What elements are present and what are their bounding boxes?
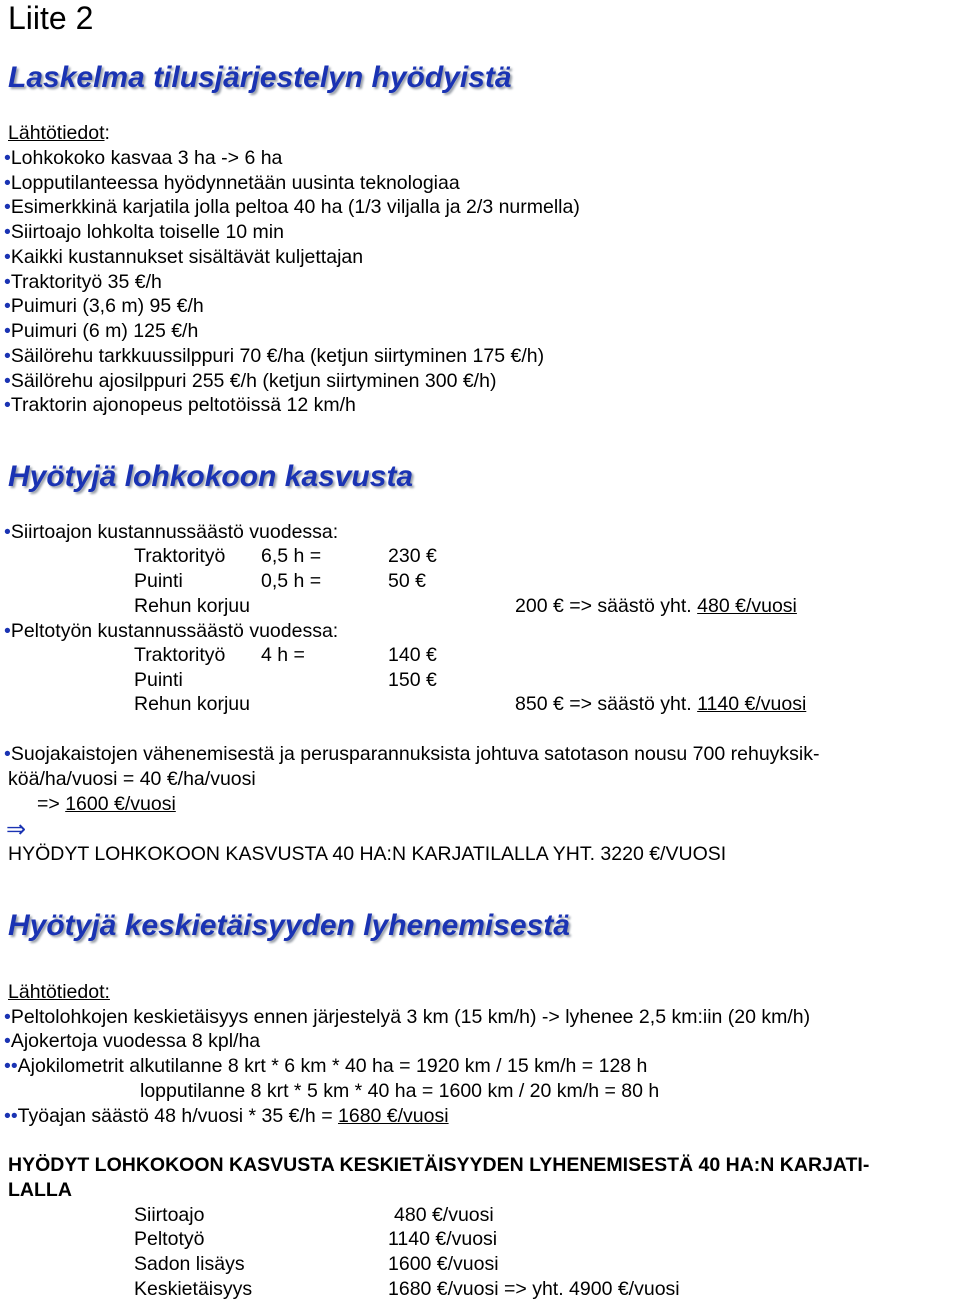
buffer-strip-result: => 1600 €/vuosi xyxy=(37,793,176,815)
list-item: ••Ajokilometrit alkutilanne 8 krt * 6 km * 40 ha = 1920 km / 15 km/h = 128 h xyxy=(4,1055,648,1077)
list-item: •Säilörehu ajosilppuri 255 €/h (ketjun siirtyminen 300 €/h) xyxy=(4,370,497,392)
distance-summary-cont: LALLA xyxy=(8,1179,72,1201)
row-name: Puinti xyxy=(134,669,183,691)
total-name: Keskietäisyys xyxy=(134,1278,253,1300)
heading-calculation: Laskelma tilusjärjestelyn hyödyistä xyxy=(8,61,512,94)
plot-size-summary: HYÖDYT LOHKOKOON KASVUSTA 40 HA:N KARJATILALLA YHT. 3220 €/VUOSI xyxy=(8,843,727,865)
list-item: •Esimerkkinä karjatila jolla peltoa 40 ha (1/3 viljalla ja 2/3 nurmella) xyxy=(4,196,580,218)
arrow-right-icon: ⇒ xyxy=(6,816,27,843)
row-name: Rehun korjuu xyxy=(134,693,250,715)
fieldwork-total: 850 € => säästö yht. 1140 €/vuosi xyxy=(515,693,807,715)
row-name: Traktorityö xyxy=(134,545,226,567)
total-value: 480 €/vuosi xyxy=(394,1204,494,1226)
row-hours: 4 h = xyxy=(261,644,305,666)
total-name: Siirtoajo xyxy=(134,1204,205,1226)
section3-label: Lähtötiedot: xyxy=(8,981,110,1003)
row-name: Rehun korjuu xyxy=(134,595,250,617)
list-item: •Traktorityö 35 €/h xyxy=(4,271,162,293)
section1-label: Lähtötiedot: xyxy=(8,122,110,144)
row-name: Traktorityö xyxy=(134,644,226,666)
distance-summary: HYÖDYT LOHKOKOON KASVUSTA KESKIETÄISYYDEN LYHENEMISESTÄ 40 HA:N KARJATI- xyxy=(8,1154,870,1176)
row-hours: 6,5 h = xyxy=(261,545,322,567)
total-value: 1680 €/vuosi => yht. 4900 €/vuosi xyxy=(388,1278,680,1300)
total-name: Peltotyö xyxy=(134,1228,205,1250)
list-item: •Siirtoajo lohkolta toiselle 10 min xyxy=(4,221,284,243)
heading-plot-size: Hyötyjä lohkokoon kasvusta xyxy=(8,460,414,493)
transfer-total: 200 € => säästö yht. 480 €/vuosi xyxy=(515,595,797,617)
row-value: 230 € xyxy=(388,545,437,567)
heading-distance: Hyötyjä keskietäisyyden lyhenemisestä xyxy=(8,909,570,942)
row-hours: 0,5 h = xyxy=(261,570,322,592)
total-value: 1140 €/vuosi xyxy=(388,1228,498,1250)
list-item: •Kaikki kustannukset sisältävät kuljettajan xyxy=(4,246,364,268)
fieldwork-savings-label: •Peltotyön kustannussäästö vuodessa: xyxy=(4,620,339,642)
list-item: •Säilörehu tarkkuussilppuri 70 €/ha (ketjun siirtyminen 175 €/h) xyxy=(4,345,545,367)
list-item: •Lopputilanteessa hyödynnetään uusinta teknologiaa xyxy=(4,172,460,194)
list-item: •Lohkokoko kasvaa 3 ha -> 6 ha xyxy=(4,147,283,169)
appendix-title: Liite 2 xyxy=(8,0,94,36)
buffer-strip-text: •Suojakaistojen vähenemisestä ja perusparannuksista johtuva satotason nousu 700 rehuyksik- xyxy=(4,743,820,765)
list-item: •Puimuri (3,6 m) 95 €/h xyxy=(4,295,204,317)
row-name: Puinti xyxy=(134,570,183,592)
list-item: •Ajokertoja vuodessa 8 kpl/ha xyxy=(4,1030,261,1052)
list-item-cont: lopputilanne 8 krt * 5 km * 40 ha = 1600 km / 20 km/h = 80 h xyxy=(140,1080,660,1102)
list-item: •Traktorin ajonopeus peltotöissä 12 km/h xyxy=(4,394,356,416)
list-item: ••Työajan säästö 48 h/vuosi * 35 €/h = 1680 €/vuosi xyxy=(4,1105,449,1127)
row-value: 140 € xyxy=(388,644,437,666)
row-value: 50 € xyxy=(388,570,426,592)
row-value: 150 € xyxy=(388,669,437,691)
list-item: •Puimuri (6 m) 125 €/h xyxy=(4,320,199,342)
total-value: 1600 €/vuosi xyxy=(388,1253,499,1275)
list-item: •Peltolohkojen keskietäisyys ennen järjestelyä 3 km (15 km/h) -> lyhenee 2,5 km:iin (20 km/h) xyxy=(4,1006,811,1028)
total-name: Sadon lisäys xyxy=(134,1253,245,1275)
buffer-strip-text-cont: köä/ha/vuosi = 40 €/ha/vuosi xyxy=(8,768,256,790)
transfer-savings-label: •Siirtoajon kustannussäästö vuodessa: xyxy=(4,521,339,543)
